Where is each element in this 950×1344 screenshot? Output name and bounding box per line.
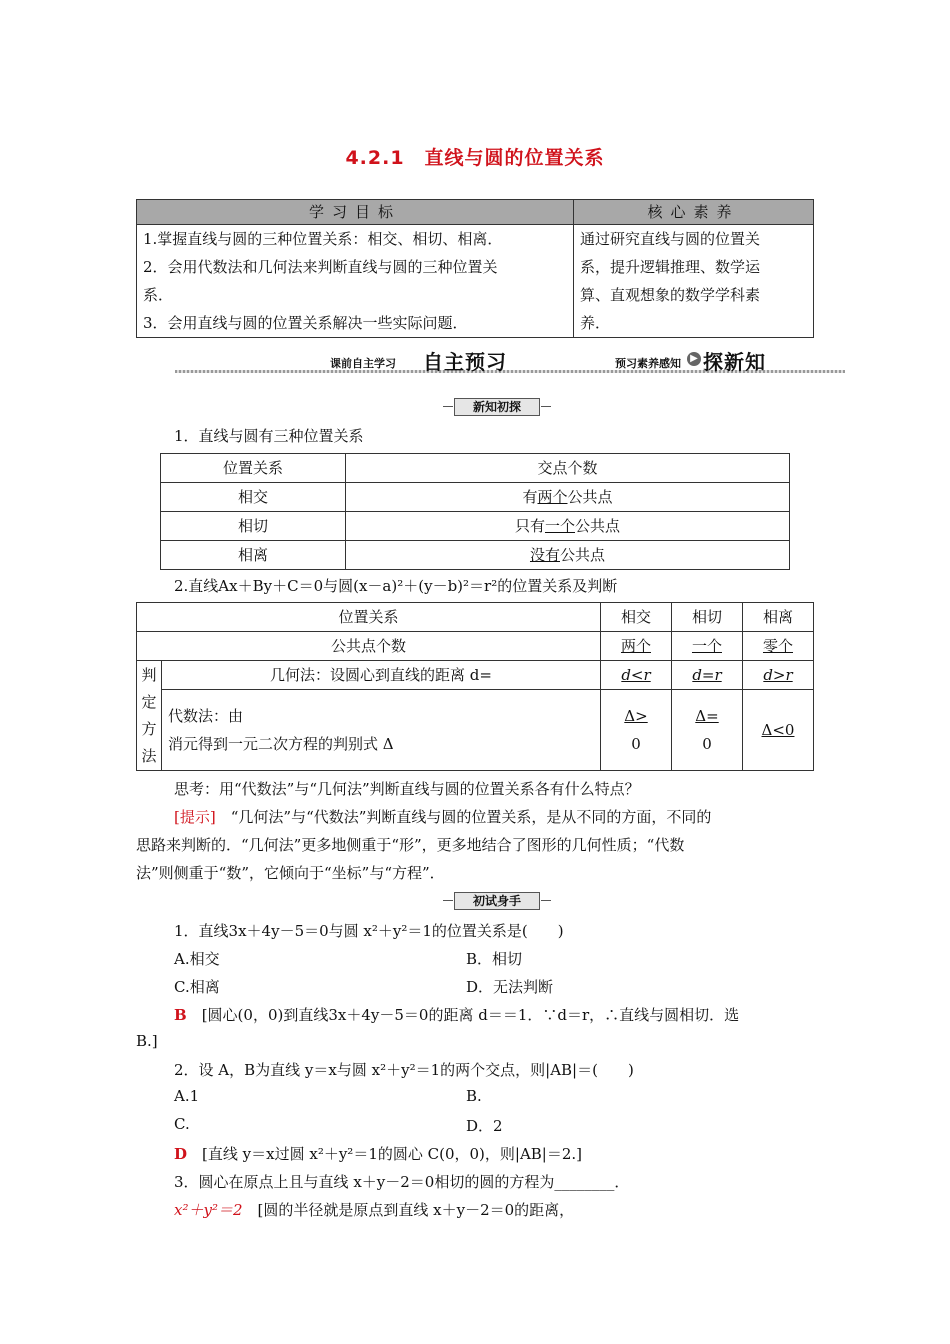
t1-count: 有两个公共点 bbox=[346, 483, 790, 512]
literacy-line: 养． bbox=[580, 314, 611, 332]
option: C. bbox=[174, 1115, 190, 1133]
option: D．2 bbox=[466, 1117, 503, 1135]
t2-head: 相切 bbox=[672, 603, 743, 632]
goal-line: 1.掌握直线与圆的三种位置关系：相交、相切、相离． bbox=[143, 230, 503, 248]
answer-2: D [直线 y＝x过圆 x²＋y²＝1的圆心 C(0，0)，则|AB|＝2.] bbox=[174, 1145, 583, 1163]
literacy-line: 系，提升逻辑推理、数学运 bbox=[580, 258, 761, 276]
t2-alg: Δ> 0 bbox=[601, 690, 672, 771]
option: A.相交 bbox=[174, 950, 220, 968]
section-banner bbox=[175, 346, 845, 376]
literacy-line: 通过研究直线与圆的位置关 bbox=[580, 230, 761, 248]
option: B. bbox=[466, 1087, 482, 1105]
t2-alg: Δ<0 bbox=[743, 690, 814, 771]
t2-count: 两个 bbox=[601, 632, 672, 661]
tag-label: 新知初探 bbox=[454, 398, 540, 416]
section-1-title: 1．直线与圆有三种位置关系 bbox=[174, 427, 364, 445]
t1-count: 没有公共点 bbox=[346, 541, 790, 570]
page-title: 4.2.1 直线与圆的位置关系 bbox=[345, 147, 605, 169]
t1-head: 位置关系 bbox=[161, 454, 346, 483]
t2-count-label: 公共点个数 bbox=[137, 632, 601, 661]
section-2-title: 2.直线Ax＋By＋C＝0与圆(x－a)²＋(y－b)²＝r²的位置关系及判断 bbox=[174, 577, 618, 595]
t2-head: 相离 bbox=[743, 603, 814, 632]
question-2: 2．设 A，B为直线 y＝x与圆 x²＋y²＝1的两个交点，则|AB|＝( ) bbox=[174, 1061, 634, 1079]
goals-table bbox=[136, 199, 814, 338]
option: A.1 bbox=[174, 1087, 200, 1105]
judgement-table bbox=[136, 602, 814, 771]
banner-title-left: 自主预习 bbox=[423, 350, 507, 374]
banner-left-text: 课前自主学习 bbox=[330, 357, 396, 370]
goal-line: 3．会用直线与圆的位置关系解决一些实际问题． bbox=[143, 314, 468, 332]
goals-head-right: 核心素养 bbox=[574, 200, 814, 225]
hint-line: 法”则侧重于“数”，它倾向于“坐标”与“方程”． bbox=[136, 864, 445, 882]
answer-1-cont: B.] bbox=[136, 1032, 158, 1050]
table-row bbox=[161, 541, 790, 570]
goals-head-left: 学习目标 bbox=[137, 200, 574, 225]
t2-alg: Δ= 0 bbox=[672, 690, 743, 771]
question-1: 1．直线3x＋4y－5＝0与圆 x²＋y²＝1的位置关系是( ) bbox=[174, 922, 564, 940]
think-question: 思考：用“代数法”与“几何法”判断直线与圆的位置关系各有什么特点？ bbox=[174, 780, 640, 798]
t2-count: 一个 bbox=[672, 632, 743, 661]
hint-line: [提示] “几何法”与“代数法”判断直线与圆的位置关系，是从不同的方面，不同的 bbox=[174, 808, 712, 826]
question-3: 3．圆心在原点上且与直线 x＋y－2＝0相切的圆的方程为________． bbox=[174, 1173, 630, 1191]
t2-head: 相交 bbox=[601, 603, 672, 632]
t2-head: 位置关系 bbox=[137, 603, 601, 632]
t2-geo: d=r bbox=[672, 661, 743, 690]
banner-title-right: 探新知 bbox=[703, 350, 766, 374]
relation-table bbox=[160, 453, 790, 570]
t1-rel: 相离 bbox=[161, 541, 346, 570]
t2-side-label: 判 定 方 法 bbox=[137, 661, 162, 771]
goal-line: 2．会用代数法和几何法来判断直线与圆的三种位置关 bbox=[143, 258, 498, 276]
answer-1: B [圆心(0，0)到直线3x＋4y－5＝0的距离 d＝＝1．∵d＝r，∴直线与圆相切．选 bbox=[174, 1006, 740, 1024]
goal-line: 系． bbox=[143, 286, 174, 304]
t2-alg-label: 代数法：由 消元得到一元二次方程的判别式 Δ bbox=[162, 690, 601, 771]
goals-right-cell bbox=[574, 225, 814, 338]
tag-label: 初试身手 bbox=[454, 892, 540, 910]
option: B．相切 bbox=[466, 950, 523, 968]
hint-line: 思路来判断的．“几何法”更多地侧重于“形”，更多地结合了图形的几何性质；“代数 bbox=[136, 836, 685, 854]
t1-count: 只有一个公共点 bbox=[346, 512, 790, 541]
goals-left-cell bbox=[137, 225, 574, 338]
banner-right-text: 预习素养感知 bbox=[615, 357, 681, 370]
t2-geo: d<r bbox=[601, 661, 672, 690]
table-row bbox=[161, 483, 790, 512]
option: C.相离 bbox=[174, 978, 220, 996]
answer-3: x²＋y²＝2 [圆的半径就是原点到直线 x＋y－2＝0的距离， bbox=[174, 1201, 575, 1219]
t1-rel: 相交 bbox=[161, 483, 346, 512]
literacy-line: 算、直观想象的数学学科素 bbox=[580, 286, 761, 304]
option: D．无法判断 bbox=[466, 978, 554, 996]
t1-head: 交点个数 bbox=[346, 454, 790, 483]
t1-rel: 相切 bbox=[161, 512, 346, 541]
t2-geo: d>r bbox=[743, 661, 814, 690]
banner-arrow-icon: ▶ bbox=[687, 352, 701, 366]
table-row bbox=[161, 512, 790, 541]
t2-geo-label: 几何法：设圆心到直线的距离 d= bbox=[162, 661, 601, 690]
t2-count: 零个 bbox=[743, 632, 814, 661]
